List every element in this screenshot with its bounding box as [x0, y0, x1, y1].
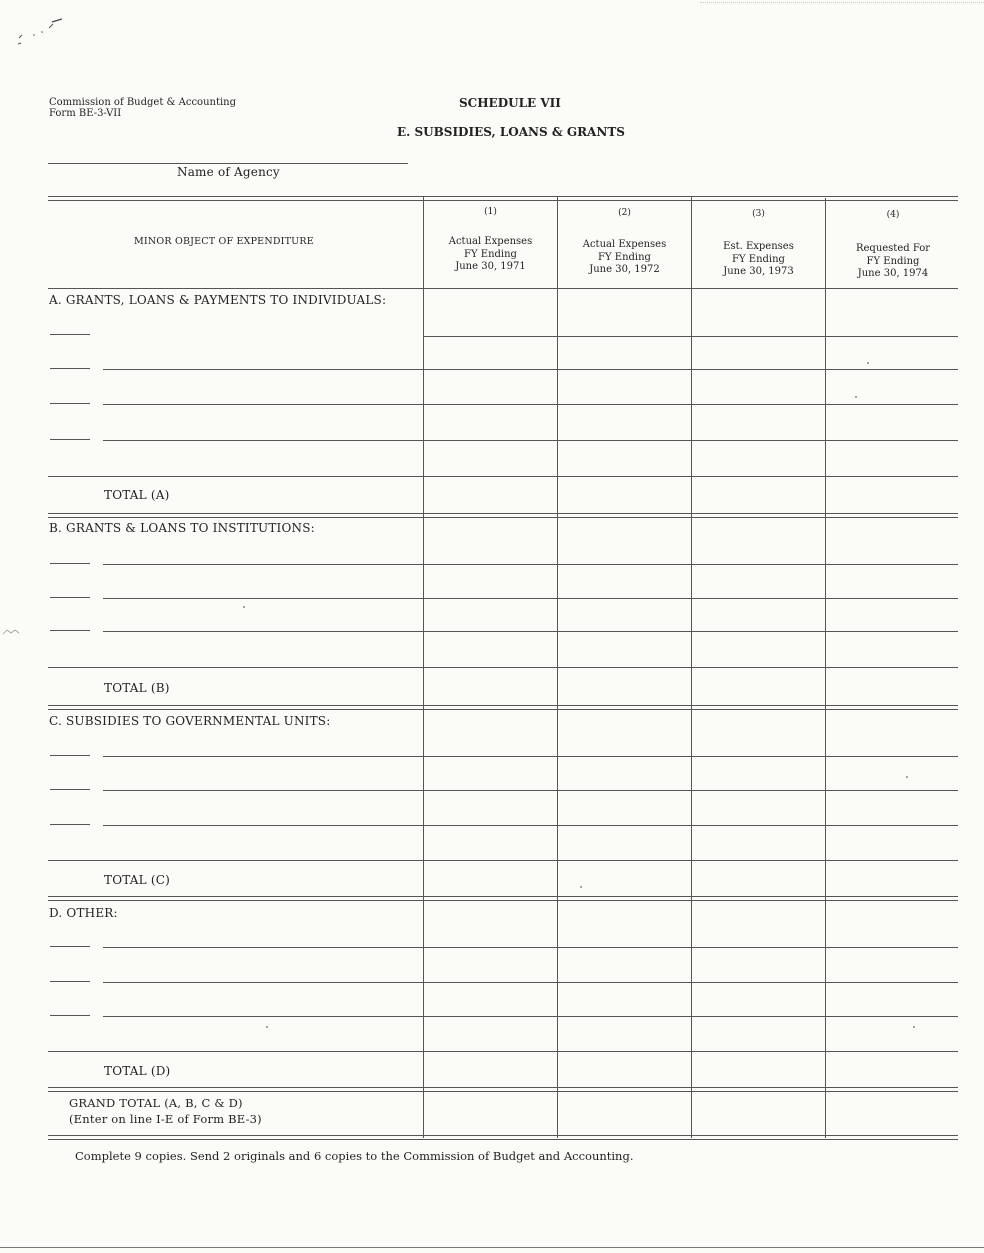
- entry-desc-line: [103, 598, 958, 599]
- column-header-2: [558, 208, 691, 277]
- entry-code-line: [50, 946, 90, 947]
- commission-name: Commission of Budget & Accounting: [49, 97, 237, 108]
- grand-total-note: (Enter on line I-E of Form BE-3): [69, 1112, 262, 1126]
- column-line3: June 30, 1971: [455, 261, 526, 272]
- scan-speck: [580, 886, 582, 888]
- footer-instructions: Complete 9 copies. Send 2 originals and 6 copies to the Commission of Budget and Accounting.: [75, 1149, 634, 1163]
- amount-cell[interactable]: [826, 290, 958, 476]
- section-a-entry[interactable]: [50, 318, 420, 334]
- entry-code-line: [50, 597, 90, 598]
- section-d-heading: D. OTHER:: [49, 906, 118, 920]
- section-c-entry[interactable]: [50, 739, 420, 755]
- column-line1: Actual Expenses: [582, 239, 667, 250]
- column-header-1: [424, 207, 557, 274]
- total-d-label: TOTAL (D): [104, 1064, 171, 1078]
- column-header-4: [826, 210, 960, 281]
- section-d-entry[interactable]: [50, 930, 420, 946]
- entry-desc-line: [103, 631, 958, 632]
- entry-code-line: [50, 368, 90, 369]
- column-line3: June 30, 1972: [589, 264, 660, 275]
- entry-code-line: [50, 563, 90, 564]
- entry-desc-line: [103, 825, 958, 826]
- column-number: (1): [484, 207, 497, 217]
- section-b-heading: B. GRANTS & LOANS TO INSTITUTIONS:: [49, 521, 315, 535]
- entry-desc-line: [103, 564, 958, 565]
- column-line1: Requested For: [855, 243, 931, 254]
- section-a-entry[interactable]: [50, 423, 420, 439]
- scan-speck: [913, 1026, 915, 1028]
- scan-speck: [867, 362, 869, 364]
- section-c-entry[interactable]: [50, 808, 420, 824]
- grand-total-label: GRAND TOTAL (A, B, C & D): [69, 1096, 243, 1110]
- schedule-title: SCHEDULE VII: [459, 96, 561, 110]
- total-b-amount-cell[interactable]: [424, 668, 958, 704]
- column-line3: June 30, 1973: [723, 266, 794, 277]
- column-number: (2): [618, 208, 631, 218]
- column-line2: FY Ending: [732, 253, 785, 265]
- section-a-heading: A. GRANTS, LOANS & PAYMENTS TO INDIVIDUALS:: [49, 293, 387, 307]
- amount-cell[interactable]: [692, 290, 825, 476]
- scan-speck: [243, 606, 245, 608]
- table-bottom-rule: [48, 1135, 958, 1140]
- column-header-3: [692, 209, 825, 279]
- schedule-subtitle: E. SUBSIDIES, LOANS & GRANTS: [397, 125, 625, 139]
- column-line3: June 30, 1974: [857, 268, 929, 279]
- section-divider: [48, 705, 958, 710]
- entry-code-line: [50, 334, 90, 335]
- section-d-entry[interactable]: [50, 965, 420, 981]
- entry-desc-line: [103, 982, 958, 983]
- section-b-entry[interactable]: [50, 614, 420, 630]
- amount-cell[interactable]: [424, 290, 557, 476]
- column-number: (3): [752, 209, 765, 219]
- scan-speck: [266, 1026, 268, 1028]
- section-divider: [48, 513, 958, 518]
- entry-code-line: [50, 789, 90, 790]
- total-d-amount-cell[interactable]: [424, 1052, 958, 1086]
- total-c-amount-cell[interactable]: [424, 861, 958, 895]
- header-bottom-rule: [48, 288, 958, 289]
- total-a-amount-cell[interactable]: [424, 477, 958, 512]
- entry-desc-line: [103, 947, 958, 948]
- table-top-rule: [48, 196, 958, 201]
- column-number: (4): [886, 210, 900, 220]
- section-b-entry[interactable]: [50, 581, 420, 597]
- entry-desc-line: [103, 790, 958, 791]
- total-a-label: TOTAL (A): [104, 488, 170, 502]
- page-bottom-edge: [0, 1247, 984, 1248]
- section-c-heading: C. SUBSIDIES TO GOVERNMENTAL UNITS:: [49, 714, 331, 728]
- section-divider: [48, 896, 958, 901]
- section-c-entry[interactable]: [50, 773, 420, 789]
- section-b-entry[interactable]: [50, 547, 420, 563]
- column-line1: Actual Expenses: [448, 236, 533, 247]
- scan-speck: [906, 776, 908, 778]
- entry-desc-line: [103, 756, 958, 757]
- entry-code-line: [50, 630, 90, 631]
- section-a-entry[interactable]: [50, 387, 420, 403]
- scan-speck: [855, 396, 857, 398]
- entry-code-line: [50, 824, 90, 825]
- object-column-header: MINOR OBJECT OF EXPENDITURE: [134, 236, 314, 247]
- grand-total-amount-cell[interactable]: [424, 1091, 958, 1134]
- entry-desc-line: [103, 1016, 958, 1017]
- total-c-label: TOTAL (C): [104, 873, 170, 887]
- entry-code-line: [50, 439, 90, 440]
- entry-code-line: [50, 981, 90, 982]
- total-b-label: TOTAL (B): [104, 681, 170, 695]
- amount-cell[interactable]: [558, 290, 691, 476]
- agency-name-label: Name of Agency: [177, 165, 280, 179]
- entry-code-line: [50, 403, 90, 404]
- entry-code-line: [50, 755, 90, 756]
- section-a-entry[interactable]: [50, 352, 420, 368]
- section-d-entry[interactable]: [50, 999, 420, 1015]
- column-line2: FY Ending: [598, 251, 651, 263]
- column-line2: FY Ending: [464, 248, 517, 260]
- form-number: Form BE-3-VII: [49, 108, 122, 119]
- column-line1: Est. Expenses: [723, 241, 794, 252]
- column-line2: FY Ending: [866, 255, 920, 267]
- entry-code-line: [50, 1015, 90, 1016]
